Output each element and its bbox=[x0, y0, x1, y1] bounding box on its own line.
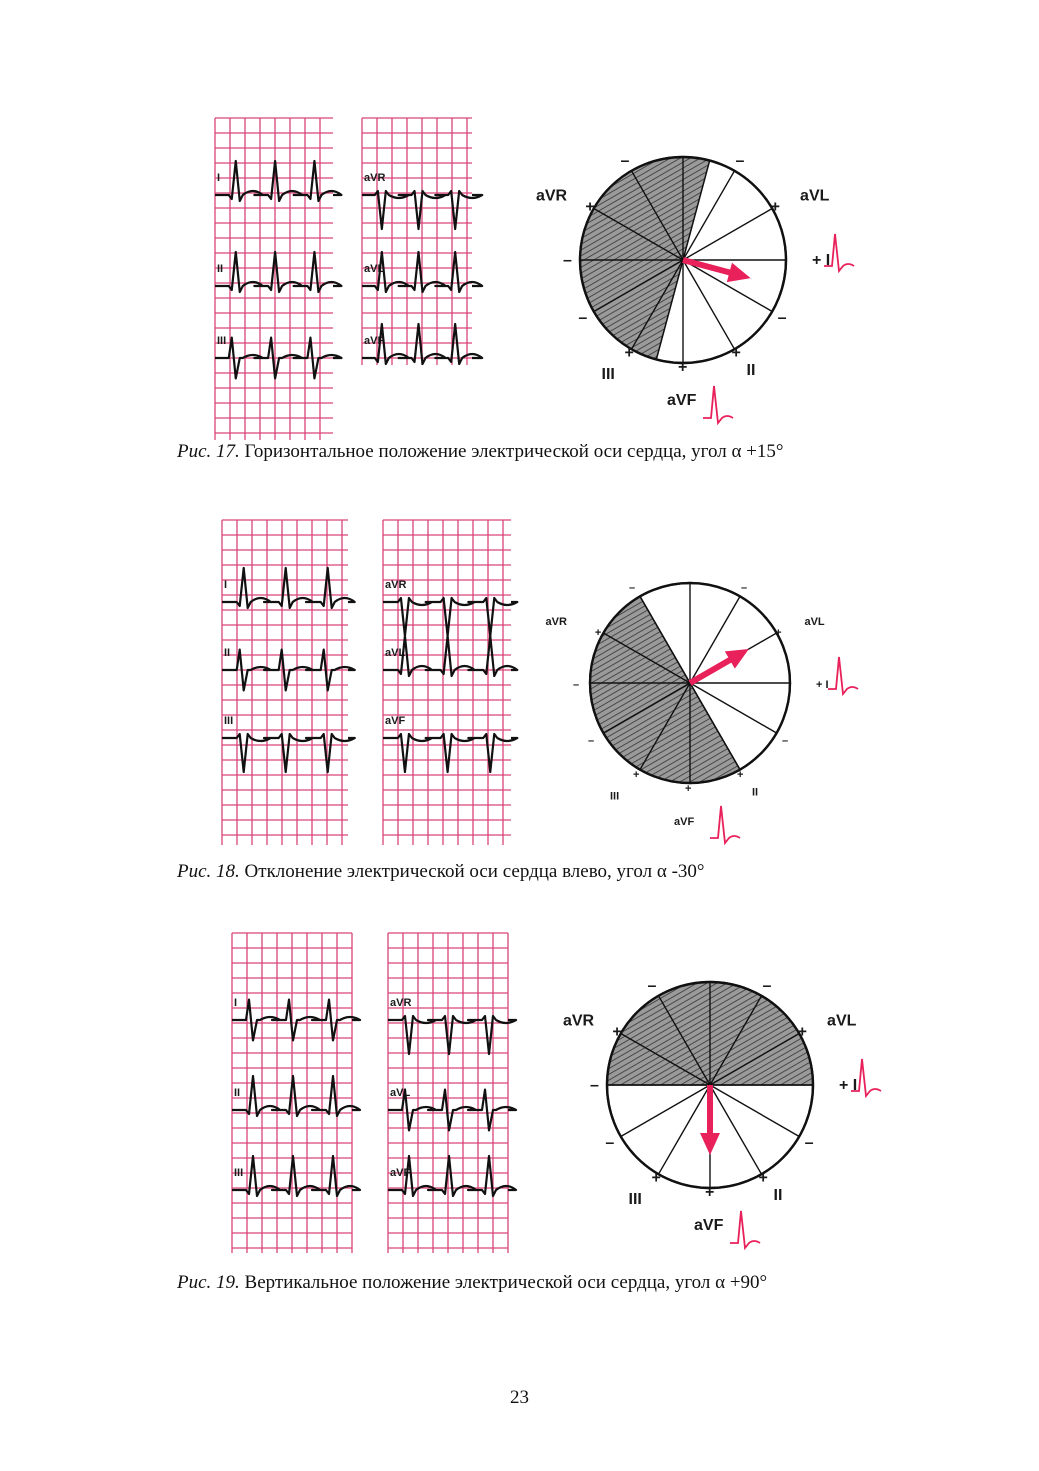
ecg-grid-panel-2 bbox=[383, 520, 511, 845]
minus-sign: – bbox=[620, 152, 630, 170]
figure-19-caption-text: Вертикальное положение электрической оси сердца, угол α +90° bbox=[239, 1272, 768, 1293]
axis-circle-diagram bbox=[536, 152, 854, 423]
ecg-lead-label: I bbox=[224, 579, 228, 591]
mini-ecg-complex bbox=[730, 1211, 760, 1248]
minus-sign: – bbox=[588, 735, 595, 747]
figure-18-caption-text: Отклонение электрической оси сердца влево, угол α -30° bbox=[239, 861, 705, 882]
avf-label: aVF bbox=[674, 816, 695, 828]
avr-label: aVR bbox=[535, 187, 568, 205]
lead-iii-label: III bbox=[628, 1191, 642, 1209]
plus-sign: + bbox=[770, 198, 781, 216]
ecg-trace bbox=[215, 338, 341, 379]
ecg-trace bbox=[215, 252, 341, 292]
minus-sign: – bbox=[762, 977, 772, 995]
plus-sign: + bbox=[758, 1169, 768, 1187]
avf-label: aVF bbox=[694, 1217, 724, 1234]
page-number: 23 bbox=[510, 1387, 529, 1408]
avr-label: aVR bbox=[545, 616, 567, 628]
lead-ii-label: II bbox=[752, 786, 759, 799]
ecg-lead-label: III bbox=[217, 335, 227, 347]
ecg-lead-label: II bbox=[234, 1087, 241, 1099]
figure-17-caption-number: Рис. 17. bbox=[177, 441, 240, 462]
avl-label: aVL bbox=[804, 616, 825, 628]
plus-sign: + bbox=[731, 344, 741, 362]
minus-sign: – bbox=[804, 1134, 814, 1152]
minus-sign: – bbox=[590, 1077, 599, 1094]
figure-19-graphic bbox=[0, 900, 1039, 1265]
ecg-trace bbox=[232, 1000, 360, 1041]
ecg-lead-label: III bbox=[234, 1167, 244, 1179]
figure-17-graphic bbox=[0, 100, 1039, 445]
minus-sign: – bbox=[777, 309, 787, 327]
ecg-trace bbox=[388, 1016, 516, 1054]
ecg-lead-label: aVL bbox=[390, 1087, 411, 1099]
figure-18-caption bbox=[177, 861, 705, 883]
avl-label: aVL bbox=[827, 1012, 857, 1030]
figure-19 bbox=[0, 900, 1039, 1265]
plus-sign: + bbox=[685, 783, 692, 795]
minus-sign: – bbox=[605, 1134, 615, 1152]
minus-sign: – bbox=[647, 977, 657, 995]
ecg-lead-label: aVR bbox=[385, 579, 407, 591]
ecg-trace bbox=[222, 568, 355, 608]
ecg-lead-label: aVR bbox=[390, 997, 412, 1009]
avf-label: aVF bbox=[667, 392, 697, 409]
minus-sign: – bbox=[573, 679, 580, 691]
ecg-lead-label: aVF bbox=[385, 715, 406, 727]
plus-sign: + bbox=[624, 344, 634, 362]
lead-iii-label: III bbox=[610, 790, 620, 803]
figure-17-caption-text: Горизонтальное положение электрической оси сердца, угол α +15° bbox=[239, 441, 784, 462]
axis-circle-diagram bbox=[546, 582, 858, 843]
plus-sign: + bbox=[678, 359, 688, 376]
plus-sign: + bbox=[737, 769, 744, 782]
minus-sign: – bbox=[781, 735, 789, 747]
lead-i-label: + I bbox=[839, 1077, 858, 1094]
ecg-lead-label: aVL bbox=[364, 263, 385, 275]
mini-ecg-complex bbox=[710, 806, 740, 843]
mini-ecg-complex bbox=[828, 657, 858, 694]
ecg-trace bbox=[215, 161, 341, 201]
mini-ecg-complex bbox=[703, 386, 733, 423]
ecg-lead-label: I bbox=[234, 997, 238, 1009]
ecg-lead-label: I bbox=[217, 172, 221, 184]
ecg-lead-label: aVL bbox=[385, 647, 406, 659]
lead-i-label: + I bbox=[812, 252, 831, 269]
plus-sign: + bbox=[797, 1023, 808, 1041]
ecg-trace bbox=[222, 734, 355, 772]
minus-sign: – bbox=[735, 152, 745, 170]
axis-circle-diagram bbox=[563, 977, 881, 1248]
plus-sign: + bbox=[612, 1023, 622, 1041]
plus-sign: + bbox=[594, 627, 602, 639]
ecg-lead-label: aVF bbox=[390, 1167, 411, 1179]
minus-sign: – bbox=[563, 252, 572, 269]
ecg-lead-label: aVR bbox=[364, 172, 386, 184]
ecg-lead-label: II bbox=[224, 647, 231, 659]
plus-sign: + bbox=[705, 1184, 715, 1201]
plus-sign: + bbox=[651, 1169, 661, 1187]
lead-ii-label: II bbox=[773, 1187, 783, 1205]
ecg-lead-label: II bbox=[217, 263, 224, 275]
ecg-trace bbox=[383, 598, 517, 636]
plus-sign: + bbox=[633, 769, 640, 782]
plus-sign: + bbox=[775, 627, 782, 639]
ecg-trace bbox=[232, 1076, 360, 1116]
minus-sign: – bbox=[629, 582, 636, 595]
ecg-trace bbox=[232, 1156, 360, 1196]
figure-18 bbox=[0, 510, 1039, 845]
figure-18-graphic bbox=[0, 510, 1039, 845]
lead-iii-label: III bbox=[601, 366, 615, 384]
plus-sign: + bbox=[585, 198, 595, 216]
figure-19-caption-number: Рис. 19. bbox=[177, 1272, 240, 1293]
figure-19-caption bbox=[177, 1272, 767, 1294]
ecg-lead-label: aVF bbox=[364, 335, 385, 347]
lead-i-label: + I bbox=[816, 679, 829, 691]
avr-label: aVR bbox=[562, 1012, 595, 1030]
avl-label: aVL bbox=[800, 187, 830, 205]
lead-ii-label: II bbox=[746, 362, 756, 380]
minus-sign: – bbox=[741, 582, 748, 595]
figure-18-caption-number: Рис. 18. bbox=[177, 861, 240, 882]
ecg-trace bbox=[388, 1156, 516, 1196]
ecg-trace bbox=[383, 734, 517, 772]
ecg-lead-label: III bbox=[224, 715, 234, 727]
minus-sign: – bbox=[578, 309, 588, 327]
figure-17 bbox=[0, 100, 1039, 445]
figure-17-caption bbox=[177, 441, 783, 463]
